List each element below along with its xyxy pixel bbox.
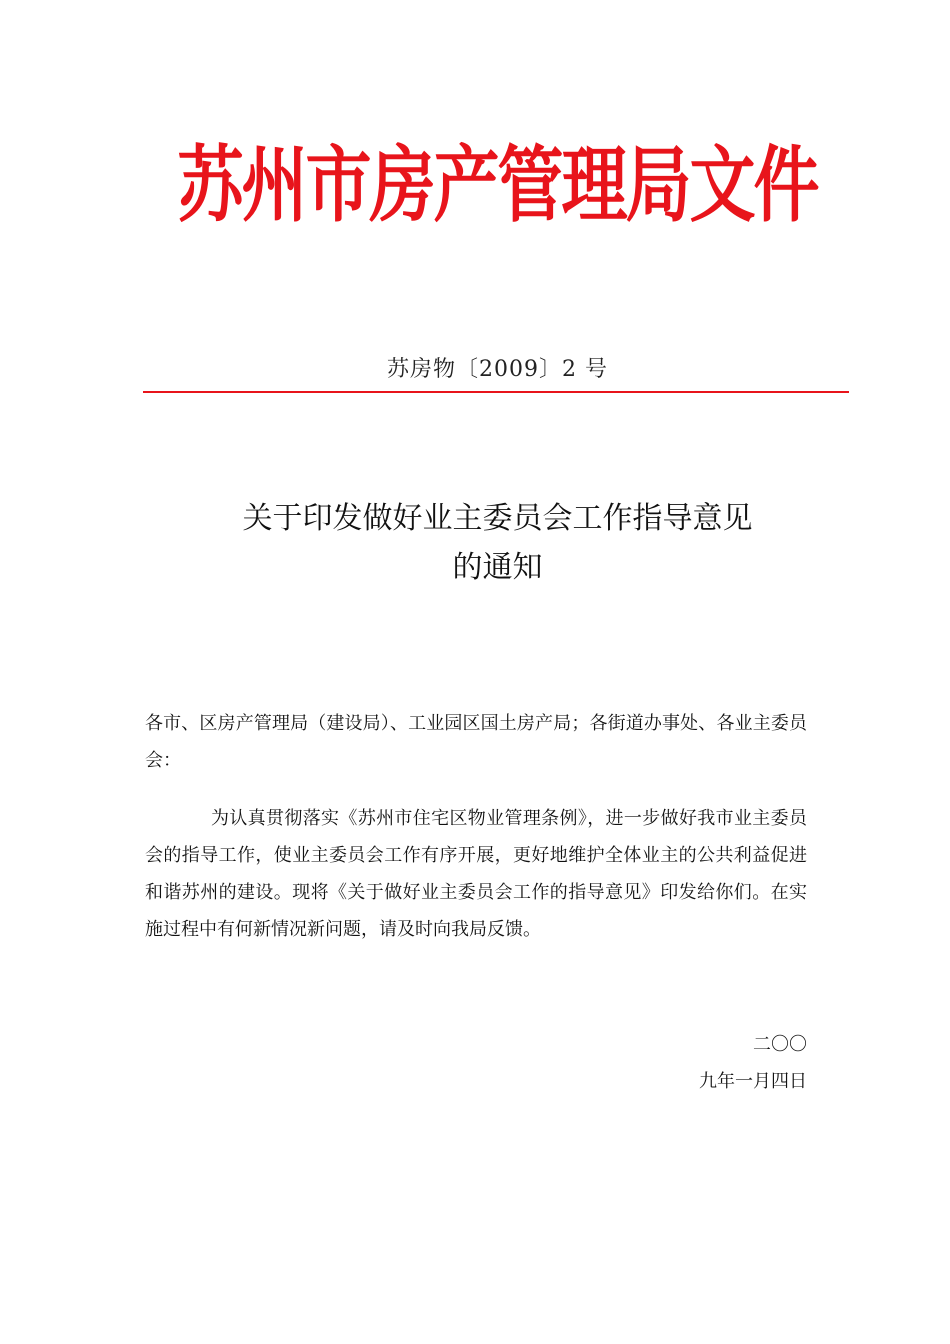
notice-title-line-2: 的通知 xyxy=(452,550,543,585)
issue-date-line-1: 二〇〇 xyxy=(753,1034,807,1055)
notice-title-line-1: 关于印发做好业主委员会工作指导意见 xyxy=(242,501,753,536)
notice-title xyxy=(145,494,850,592)
issue-date xyxy=(560,1026,807,1100)
document-number: 苏房物〔2009〕2 号 xyxy=(387,357,608,382)
addressee-paragraph: 各市、区房产管理局（建设局）、工业园区国土房产局；各街道办事处、各业主委员会： xyxy=(145,713,807,771)
body-paragraph: 为认真贯彻落实《苏州市住宅区物业管理条例》，进一步做好我市业主委员会的指导工作，使业主委员会工作有序开展，更好地维护全体业主的公共利益促进和谐苏州的建设。现将《关于做好业主委员会工作的指导意见》印发给你们。在实施过程中有何新情况新问题，请及时向我局反馈。 xyxy=(145,808,807,940)
red-divider-line xyxy=(143,391,849,393)
masthead-title: 苏州市房产管理局文件 xyxy=(177,137,818,234)
issue-date-line-2: 九年一月四日 xyxy=(699,1071,807,1092)
